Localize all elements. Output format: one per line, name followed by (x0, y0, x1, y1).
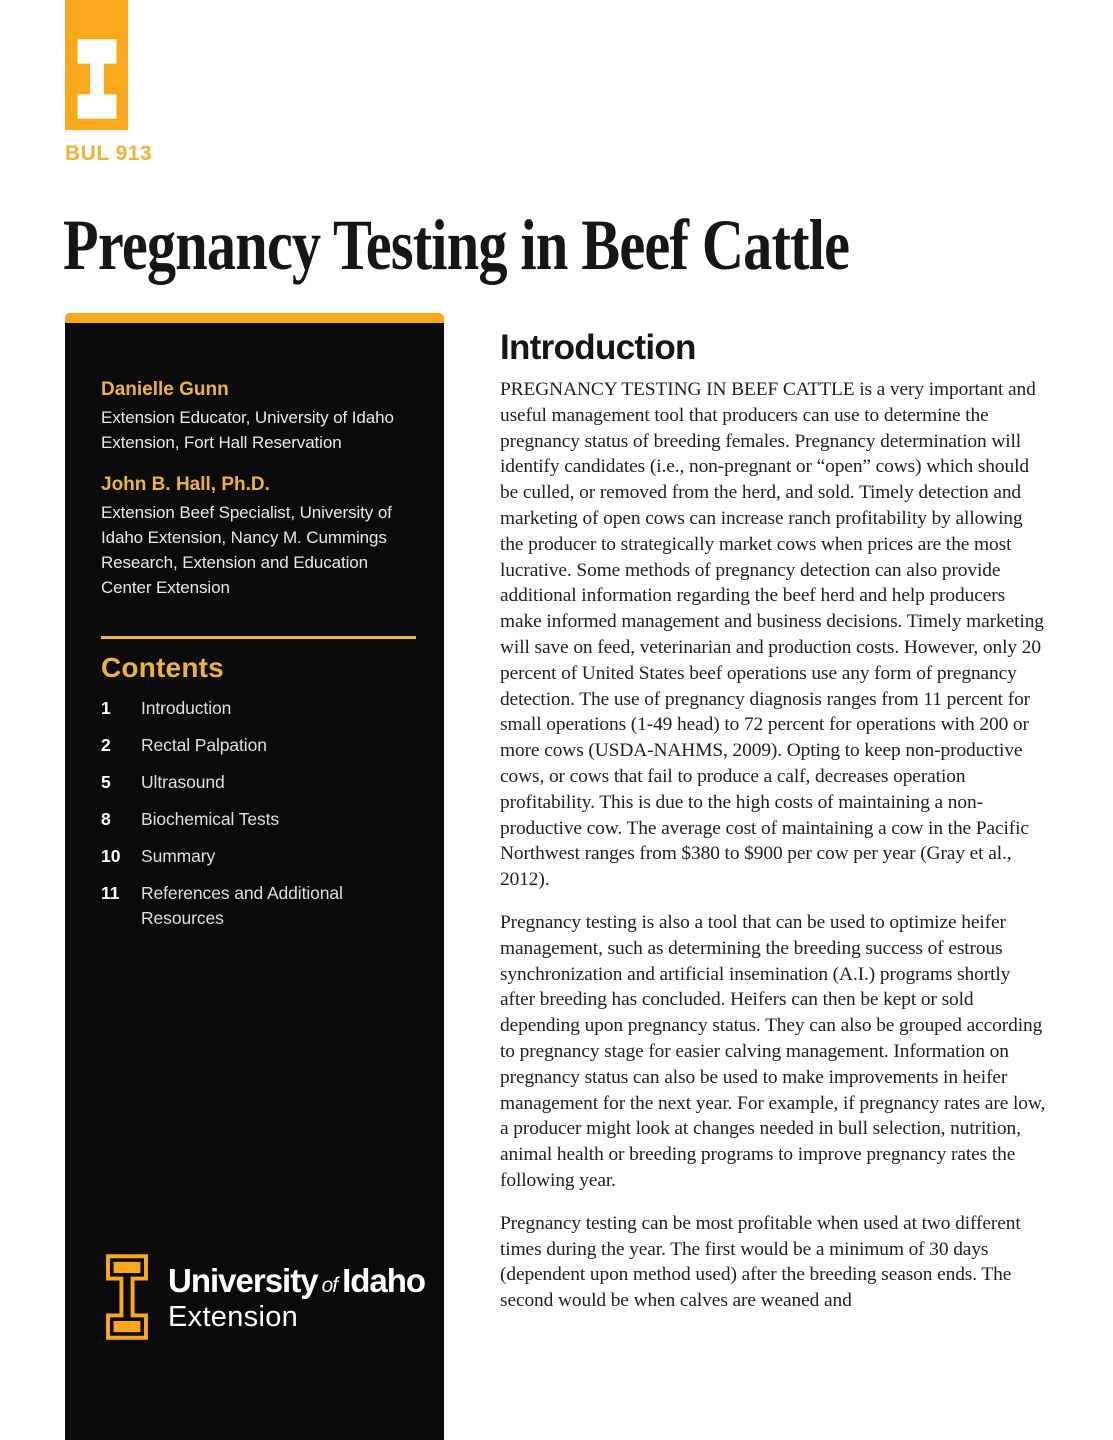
block-i-icon (77, 39, 117, 119)
body-paragraph: Pregnancy testing is also a tool that can be used to optimize heifer management, such as determining the breeding success of estrous synchronization and artificial insemination (A.I.) programs shortly after breeding has concluded. Heifers can then be kept or sold depending upon pregnancy status. They can also be grouped according to pregnancy stage for easier calving management. Information on pregnancy status can also be used to make improvements in heifer management for the next year. For example, if pregnancy rates are low, a producer might look at changes needed in bull selection, nutrition, animal health or breeding programs to improve pregnancy rates the following year. (500, 911, 1046, 1191)
wordmark-idaho: Idaho (342, 1262, 426, 1299)
body-paragraph: PREGNANCY TESTING IN BEEF CATTLE is a very important and useful management tool that producers can use to determine the pregnancy status of breeding females. Pregnancy determination will identify candidates (i.e., non-pregnant or “open” cows) which should be culled, or removed from the herd, and sold. Timely detection and marketing of open cows can increase ranch profitability by allowing the producer to strategically market cows when prices are the most lucrative. Some methods of pregnancy detection can also provide additional information regarding the beef herd and help producers make informed management and business decisions. Timely marketing will save on feed, veterinarian and production costs. However, only 20 percent of United States beef operations use any form of pregnancy detection. The use of pregnancy diagnosis ranges from 11 percent for small operations (1-49 head) to 72 percent for operations with 200 or more cows (USDA-NAHMS, 2009). Opting to keep non-productive cows, or cows that fail to produce a calf, decreases operation profitability. This is due to the high costs of maintaining a non-productive cow. The average cost of maintaining a cow in the Pacific Northwest ranges from $380 to $900 per cow per year (Gray et al., 2012). (500, 379, 1044, 891)
author-name: Danielle Gunn (101, 379, 229, 400)
bulletin-number: BUL 913 (65, 142, 153, 165)
wordmark-university: University (168, 1262, 318, 1299)
author-name: John B. Hall, Ph.D. (101, 474, 270, 495)
author-block (101, 474, 416, 600)
sidebar-gold-bar (65, 313, 444, 323)
main-column (500, 328, 1046, 1331)
toc-item-ultrasound[interactable] (101, 770, 416, 795)
contents-divider (101, 636, 416, 639)
toc-page-number: 5 (101, 772, 111, 792)
toc-item-introduction[interactable] (101, 696, 416, 721)
toc-label: Rectal Palpation (141, 735, 267, 755)
toc-label: References and Additional Resources (141, 883, 343, 928)
author-block (101, 379, 416, 455)
toc-page-number: 8 (101, 809, 111, 829)
page-title: Pregnancy Testing in Beef Cattle (63, 205, 850, 285)
logo-wordmark (168, 1252, 425, 1332)
university-of-idaho-brandmark (65, 0, 128, 130)
wordmark-of: of (321, 1274, 338, 1297)
toc-label: Introduction (141, 698, 232, 718)
toc-label: Biochemical Tests (141, 809, 280, 829)
toc-item-biochemical-tests[interactable] (101, 807, 416, 832)
toc-item-rectal-palpation[interactable] (101, 733, 416, 758)
block-i-gold-icon (101, 1254, 153, 1340)
toc-page-number: 10 (101, 846, 121, 866)
toc-page-number: 2 (101, 735, 111, 755)
toc-item-summary[interactable] (101, 844, 416, 869)
wordmark-extension: Extension (168, 1301, 299, 1333)
body-paragraph: Pregnancy testing can be most profitable when used at two different times during the year. The first would be a minimum of 30 days (dependent upon method used) after the breeding season ends. The second would be when calves are weaned and (500, 1212, 1021, 1312)
university-extension-logo (101, 1252, 425, 1340)
author-role: Extension Beef Specialist, University of Idaho Extension, Nancy M. Cummings Research, Extension and Education Center Extension (101, 503, 392, 597)
toc-page-number: 11 (101, 883, 120, 903)
section-heading: Introduction (500, 328, 696, 367)
toc-page-number: 1 (101, 698, 111, 718)
toc-label: Summary (141, 846, 216, 866)
sidebar (65, 313, 444, 1440)
contents-heading: Contents (101, 652, 224, 683)
sidebar-content (65, 313, 444, 931)
table-of-contents (101, 696, 416, 931)
toc-item-references[interactable] (101, 881, 416, 931)
author-role: Extension Educator, University of Idaho Extension, Fort Hall Reservation (101, 408, 394, 452)
toc-label: Ultrasound (141, 772, 225, 792)
